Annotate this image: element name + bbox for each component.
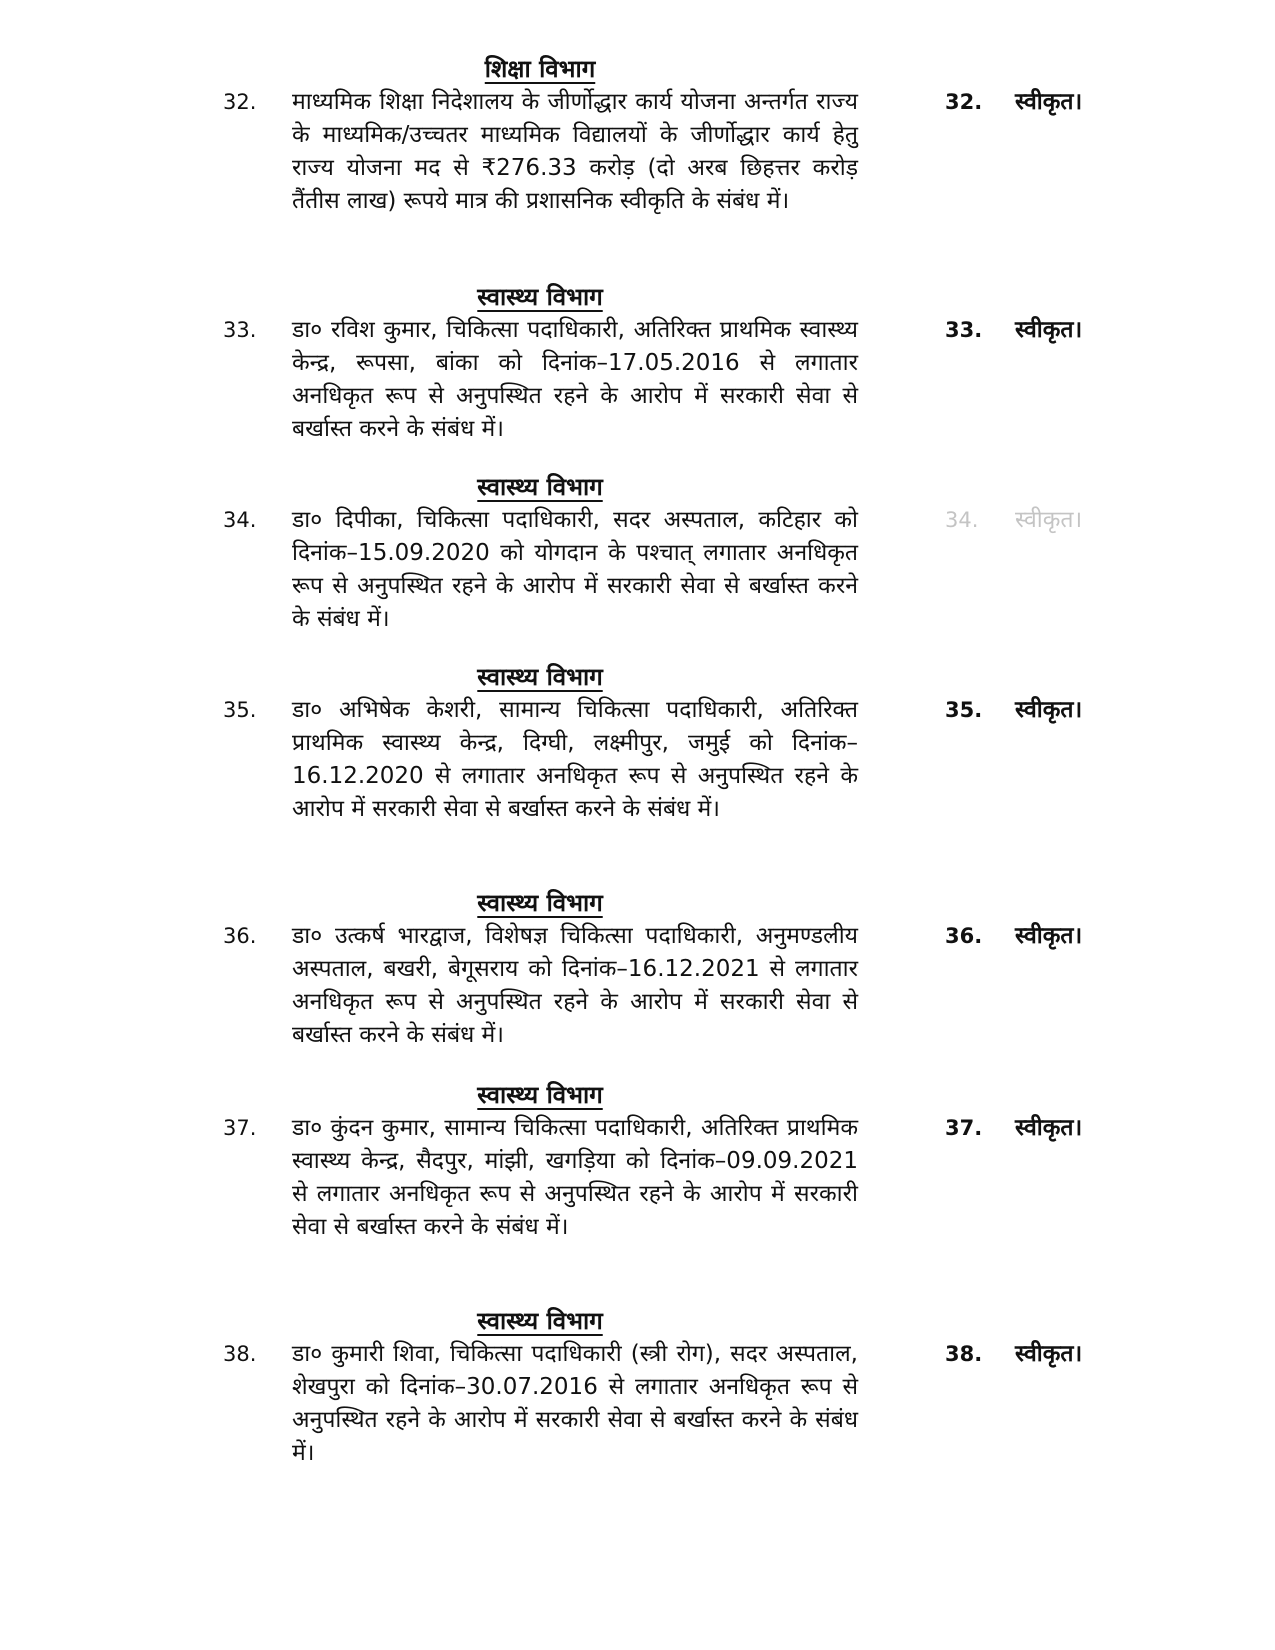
item-number: 35. <box>223 698 257 722</box>
decision-number: 35. <box>945 698 983 722</box>
decision-number: 34. <box>945 508 979 532</box>
item-number: 34. <box>223 508 257 532</box>
item-description: डा० कुंदन कुमार, सामान्य चिकित्सा पदाधिकारी, अतिरिक्त प्राथमिक स्वास्थ्य केन्द्र, सैदपुर, मांझी, खगड़िया को दिनांक–09.09.2021 से लगातार अनधिकृत रूप से अनुपस्थित रहने के आरोप में सरकारी सेवा से बर्खास्त करने के संबंध में। <box>292 1115 858 1240</box>
item-number: 32. <box>223 90 257 114</box>
department-title: स्वास्थ्य विभाग <box>477 283 603 311</box>
item-description: माध्यमिक शिक्षा निदेशालय के जीर्णोद्धार कार्य योजना अन्तर्गत राज्य के माध्यमिक/उच्चतर माध्यमिक विद्यालयों के जीर्णोद्धार कार्य हेतु राज्य योजना मद से ₹276.33 करोड़ (दो अरब छिहत्तर करोड़ तैंतीस लाख) रूपये मात्र की प्रशासनिक स्वीकृति के संबंध में। <box>292 89 858 214</box>
department-title: स्वास्थ्य विभाग <box>477 1081 603 1109</box>
item-number: 36. <box>223 924 257 948</box>
item-description: डा० रविश कुमार, चिकित्सा पदाधिकारी, अतिरिक्त प्राथमिक स्वास्थ्य केन्द्र, रूपसा, बांका को दिनांक–17.05.2016 से लगातार अनधिकृत रूप से अनुपस्थित रहने के आरोप में सरकारी सेवा से बर्खास्त करने के संबंध में। <box>292 317 858 442</box>
decision-number: 37. <box>945 1116 983 1140</box>
decision-status: स्वीकृत। <box>1015 507 1083 533</box>
item-description: डा० उत्कर्ष भारद्वाज, विशेषज्ञ चिकित्सा पदाधिकारी, अनुमण्डलीय अस्पताल, बखरी, बेगूसराय को दिनांक–16.12.2021 से लगातार अनधिकृत रूप से अनुपस्थित रहने के आरोप में सरकारी सेवा से बर्खास्त करने के संबंध में। <box>292 923 858 1048</box>
department-title: शिक्षा विभाग <box>484 55 596 83</box>
decision-status: स्वीकृत। <box>1015 1341 1083 1367</box>
item-description: डा० अभिषेक केशरी, सामान्य चिकित्सा पदाधिकारी, अतिरिक्त प्राथमिक स्वास्थ्य केन्द्र, दिग्घी, लक्ष्मीपुर, जमुई को दिनांक–16.12.2020 से लगातार अनधिकृत रूप से अनुपस्थित रहने के आरोप में सरकारी सेवा से बर्खास्त करने के संबंध में। <box>292 697 858 822</box>
decision-number: 33. <box>945 318 983 342</box>
department-title: स्वास्थ्य विभाग <box>477 1307 603 1335</box>
department-title: स्वास्थ्य विभाग <box>477 663 603 691</box>
decision-status: स्वीकृत। <box>1015 1115 1083 1141</box>
decision-status: स्वीकृत। <box>1015 923 1083 949</box>
decision-number: 38. <box>945 1342 983 1366</box>
decision-status: स्वीकृत। <box>1015 89 1083 115</box>
decision-status: स्वीकृत। <box>1015 697 1083 723</box>
item-description: डा० कुमारी शिवा, चिकित्सा पदाधिकारी (स्त्री रोग), सदर अस्पताल, शेखपुरा को दिनांक–30.07.2016 से लगातार अनधिकृत रूप से अनुपस्थित रहने के आरोप में सरकारी सेवा से बर्खास्त करने के संबंध में। <box>292 1341 858 1466</box>
item-number: 33. <box>223 318 257 342</box>
item-description: डा० दिपीका, चिकित्सा पदाधिकारी, सदर अस्पताल, कटिहार को दिनांक–15.09.2020 को योगदान के पश्चात् लगातार अनधिकृत रूप से अनुपस्थित रहने के आरोप में सरकारी सेवा से बर्खास्त करने के संबंध में। <box>292 507 858 632</box>
item-number: 38. <box>223 1342 257 1366</box>
department-title: स्वास्थ्य विभाग <box>477 473 603 501</box>
decision-number: 32. <box>945 90 983 114</box>
decision-status: स्वीकृत। <box>1015 317 1083 343</box>
decision-number: 36. <box>945 924 983 948</box>
item-number: 37. <box>223 1116 257 1140</box>
department-title: स्वास्थ्य विभाग <box>477 889 603 917</box>
